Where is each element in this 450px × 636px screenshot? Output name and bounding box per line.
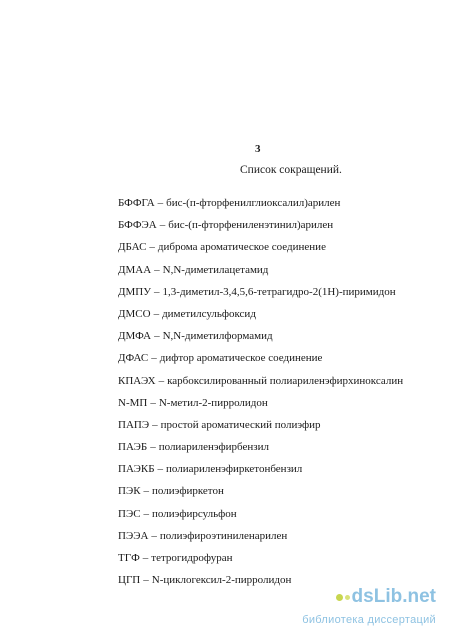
abbreviation: БФФГА (118, 197, 155, 209)
list-item (118, 263, 403, 285)
list-item (118, 462, 403, 484)
separator-dash: – (153, 307, 160, 320)
abbreviation-list (118, 196, 403, 595)
separator-dash: – (143, 507, 150, 520)
abbreviation: ЦГП (118, 574, 141, 587)
separator-dash: – (149, 241, 155, 254)
page-number: 3 (255, 143, 261, 155)
separator-dash: – (150, 396, 156, 409)
abbreviation: N-МП (118, 396, 148, 409)
list-item (118, 240, 403, 262)
list-item (118, 529, 403, 551)
separator-dash: – (143, 485, 150, 498)
abbreviation: ПЭК (118, 485, 141, 498)
abbreviation: ПЭС (118, 507, 141, 520)
definition: диброма ароматическое соединение (157, 241, 326, 254)
separator-dash: – (159, 219, 166, 232)
abbreviation: КПАЭХ (118, 374, 156, 387)
separator-dash: – (154, 263, 160, 276)
separator-dash: – (154, 285, 160, 298)
abbreviation: ДМФА (118, 330, 152, 343)
abbreviation: ДМСО (118, 307, 151, 320)
logo-dots-icon (336, 594, 350, 601)
footer-tagline: библиотека диссертаций (302, 614, 436, 626)
list-item (118, 329, 403, 351)
list-item (118, 396, 403, 418)
list-item (118, 307, 403, 329)
separator-dash: – (154, 330, 160, 343)
definition: 1,3-диметил-3,4,5,6-тетрагидро-2(1Н)-пиримидон (162, 285, 396, 298)
separator-dash: – (151, 352, 157, 365)
abbreviation: ПАЭКБ (118, 463, 155, 476)
list-item (118, 507, 403, 529)
abbreviation: ПЭЭА (118, 529, 149, 542)
definition: полиэфироэтиниленарилен (159, 529, 288, 542)
separator-dash: – (158, 374, 165, 387)
list-item (118, 484, 403, 506)
abbreviation: ПАПЭ (118, 418, 150, 431)
separator-dash: – (150, 441, 156, 454)
abbreviation: БФФЭА (118, 219, 157, 232)
definition: N-циклогексил-2-пирролидон (151, 574, 292, 587)
abbreviation: ДФАС (118, 352, 149, 365)
list-item (118, 196, 403, 218)
definition: N,N-диметилацетамид (162, 263, 269, 276)
page-title: Список сокращений. (240, 164, 342, 176)
abbreviation: ДМАА (118, 263, 152, 276)
definition: бис-(п-фторфенилглиоксалил)арилен (166, 197, 341, 209)
abbreviation: ДМПУ (118, 285, 152, 298)
dslib-logo[interactable] (336, 586, 436, 608)
list-item (118, 285, 403, 307)
list-item (118, 551, 403, 573)
list-item (118, 374, 403, 396)
logo-text: dsLib.net (351, 586, 436, 607)
definition: N-метил-2-пирролидон (158, 396, 268, 409)
separator-dash: – (142, 552, 149, 564)
list-item (118, 418, 403, 440)
separator-dash: – (151, 529, 157, 542)
abbreviation: ПАЭБ (118, 441, 148, 454)
definition: полиэфиркетон (152, 485, 224, 498)
definition: полиэфирсульфон (152, 507, 237, 520)
definition: полиариленэфирбензил (158, 441, 269, 454)
separator-dash: – (143, 574, 149, 587)
definition: бис-(п-фторфениленэтинил)арилен (168, 219, 334, 232)
definition: диметилсульфоксид (162, 307, 256, 320)
abbreviation: ДБАС (118, 241, 147, 254)
definition: N,N-диметилформамид (162, 330, 273, 343)
definition: карбоксилированный полиариленэфирхиноксалин (167, 374, 404, 387)
definition: полиариленэфиркетонбензил (166, 463, 303, 476)
list-item (118, 440, 403, 462)
list-item (118, 351, 403, 373)
definition: тетрогидрофуран (151, 552, 233, 564)
abbreviation: ТГФ (118, 552, 140, 564)
definition: простой ароматический полиэфир (160, 418, 321, 431)
list-item (118, 218, 403, 240)
separator-dash: – (157, 463, 164, 476)
separator-dash: – (152, 418, 158, 431)
separator-dash: – (157, 197, 164, 209)
definition: дифтор ароматическое соединение (159, 352, 323, 365)
